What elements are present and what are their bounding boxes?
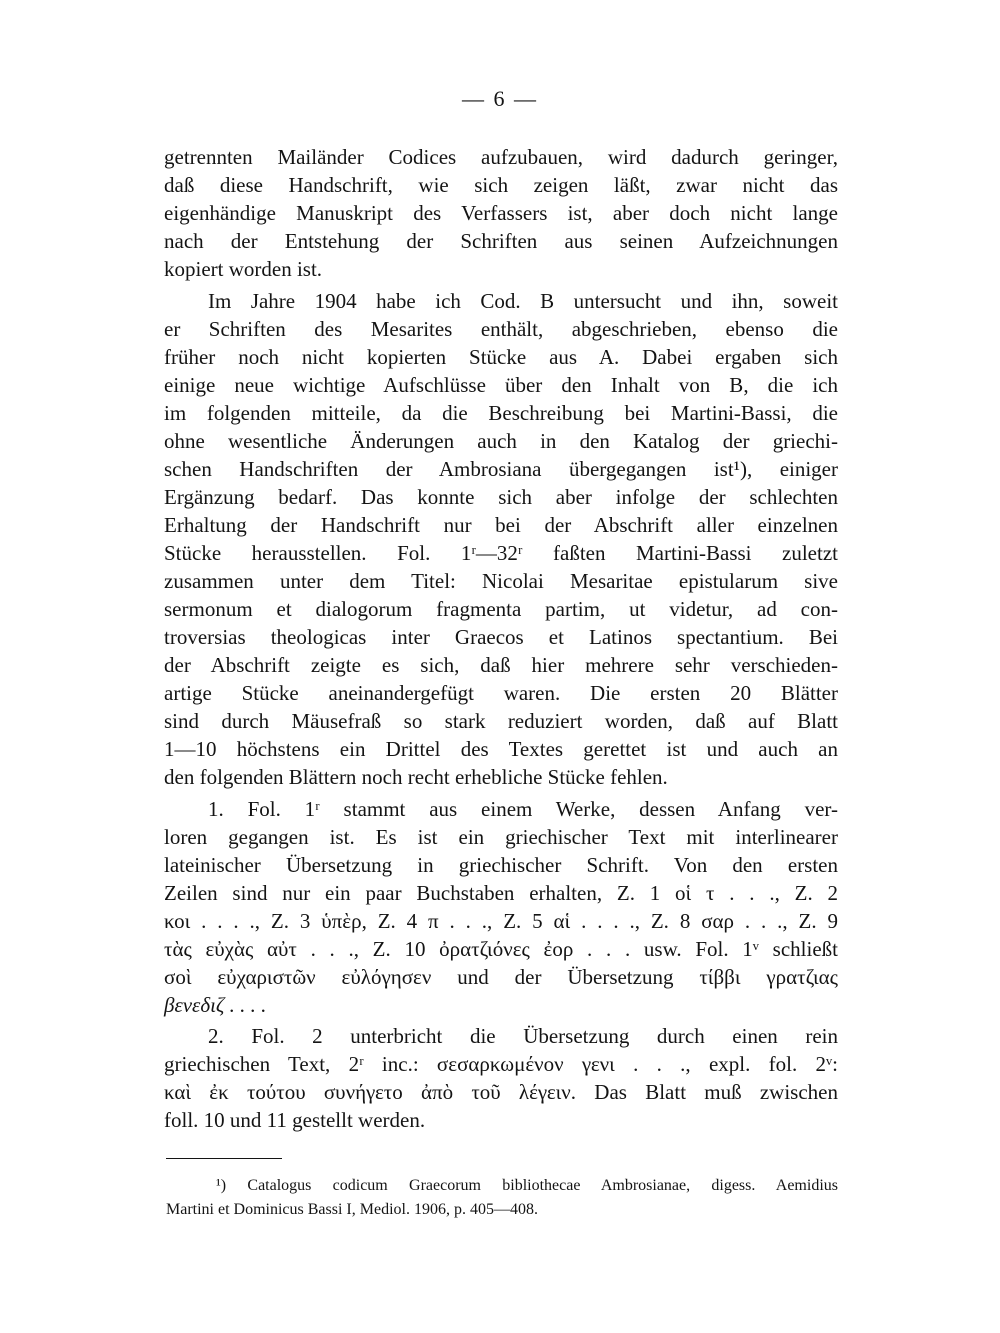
- text-line: Zeilen sind nur ein paar Buchstaben erhalten, Z. 1 οἱ τ . . ., Z. 2: [164, 881, 838, 905]
- text-line: foll. 10 und 11 gestellt werden.: [164, 1108, 426, 1132]
- paragraph-item-1: [164, 795, 838, 1019]
- text-line: βενεδιζ . . . .: [164, 993, 267, 1017]
- text-line: zusammen unter dem Titel: Nicolai Mesaritae epistularum sive: [164, 569, 838, 593]
- footnote-divider: [166, 1158, 282, 1159]
- text-line: Erhaltung der Handschrift nur bei der Abschrift aller einzelnen: [164, 513, 838, 537]
- text-line: im folgenden mitteile, da die Beschreibung bei Martini-Bassi, die: [164, 401, 838, 425]
- text-line: 2. Fol. 2 unterbricht die Übersetzung durch einen rein: [208, 1024, 838, 1048]
- text-line: τὰς εὐχὰς αὐτ . . ., Z. 10 ὀρατζιόνες ἐορ . . . usw. Fol. 1ᵛ schließt: [164, 937, 838, 961]
- footnote: [166, 1174, 838, 1222]
- footnote-line: ¹) Catalogus codicum Graecorum bibliothecae Ambrosianae, digess. Aemidius: [216, 1177, 838, 1194]
- text-line: einige neue wichtige Aufschlüsse über den Inhalt von B, die ich: [164, 373, 838, 397]
- footnote-line: Martini et Dominicus Bassi I, Mediol. 1906, p. 405—408.: [166, 1201, 538, 1218]
- text-line: Stücke herausstellen. Fol. 1ʳ—32ʳ faßten Martini-Bassi zuletzt: [164, 541, 838, 565]
- text-line: daß diese Handschrift, wie sich zeigen läßt, zwar nicht das: [164, 173, 838, 197]
- text-line: artige Stücke aneinandergefügt waren. Die ersten 20 Blätter: [164, 681, 838, 705]
- text-line: er Schriften des Mesarites enthält, abgeschrieben, ebenso die: [164, 317, 838, 341]
- text-line: Im Jahre 1904 habe ich Cod. B untersucht und ihn, soweit: [208, 289, 838, 313]
- text-line: sermonum et dialogorum fragmenta partim, ut videtur, ad con-: [164, 597, 838, 621]
- text-line: 1. Fol. 1ʳ stammt aus einem Werke, dessen Anfang ver-: [208, 797, 838, 821]
- paragraph-im-jahre-1904: [164, 287, 838, 791]
- text-line: der Abschrift zeigte es sich, daß hier mehrere sehr verschieden-: [164, 653, 838, 677]
- page-number: — 6 —: [462, 86, 538, 111]
- text-line: sind durch Mäusefraß so stark reduziert worden, daß auf Blatt: [164, 709, 838, 733]
- text-line: griechischen Text, 2ʳ inc.: σεσαρκωμένον γενι . . ., expl. fol. 2ᵛ:: [164, 1052, 838, 1076]
- paragraph-continuation: [164, 143, 838, 283]
- paragraph-item-2: [164, 1022, 838, 1134]
- text-line: nach der Entstehung der Schriften aus seinen Aufzeichnungen: [164, 229, 838, 253]
- text-line: σοὶ εὐχαριστῶν εὐλόγησεν und der Übersetzung τίββι γρατζιας: [164, 965, 838, 989]
- text-line: früher noch nicht kopierten Stücke aus A. Dabei ergaben sich: [164, 345, 838, 369]
- text-line: ohne wesentliche Änderungen auch in den Katalog der griechi-: [164, 429, 838, 453]
- text-line: den folgenden Blättern noch recht erhebliche Stücke fehlen.: [164, 765, 668, 789]
- text-line: troversias theologicas inter Graecos et Latinos spectantium. Bei: [164, 625, 838, 649]
- text-line: loren gegangen ist. Es ist ein griechischer Text mit interlinearer: [164, 825, 838, 849]
- text-line: Ergänzung bedarf. Das konnte sich aber infolge der schlechten: [164, 485, 838, 509]
- text-line: schen Handschriften der Ambrosiana übergegangen ist¹), einiger: [164, 457, 838, 481]
- text-line: lateinischer Übersetzung in griechischer Schrift. Von den ersten: [164, 853, 838, 877]
- text-line: eigenhändige Manuskript des Verfassers ist, aber doch nicht lange: [164, 201, 838, 225]
- text-line: kopiert worden ist.: [164, 257, 323, 281]
- text-line: κοι . . . ., Z. 3 ὑπὲρ, Z. 4 π . . ., Z. 5 αἱ . . . ., Z. 8 σαρ . . ., Z. 9: [164, 909, 838, 933]
- text-line: getrennten Mailänder Codices aufzubauen, wird dadurch geringer,: [164, 145, 838, 169]
- text-line: 1—10 höchstens ein Drittel des Textes gerettet ist und auch an: [164, 737, 838, 761]
- text-line: καὶ ἐκ τούτου συνήγετο ἀπὸ τοῦ λέγειν. Das Blatt muß zwischen: [164, 1080, 838, 1104]
